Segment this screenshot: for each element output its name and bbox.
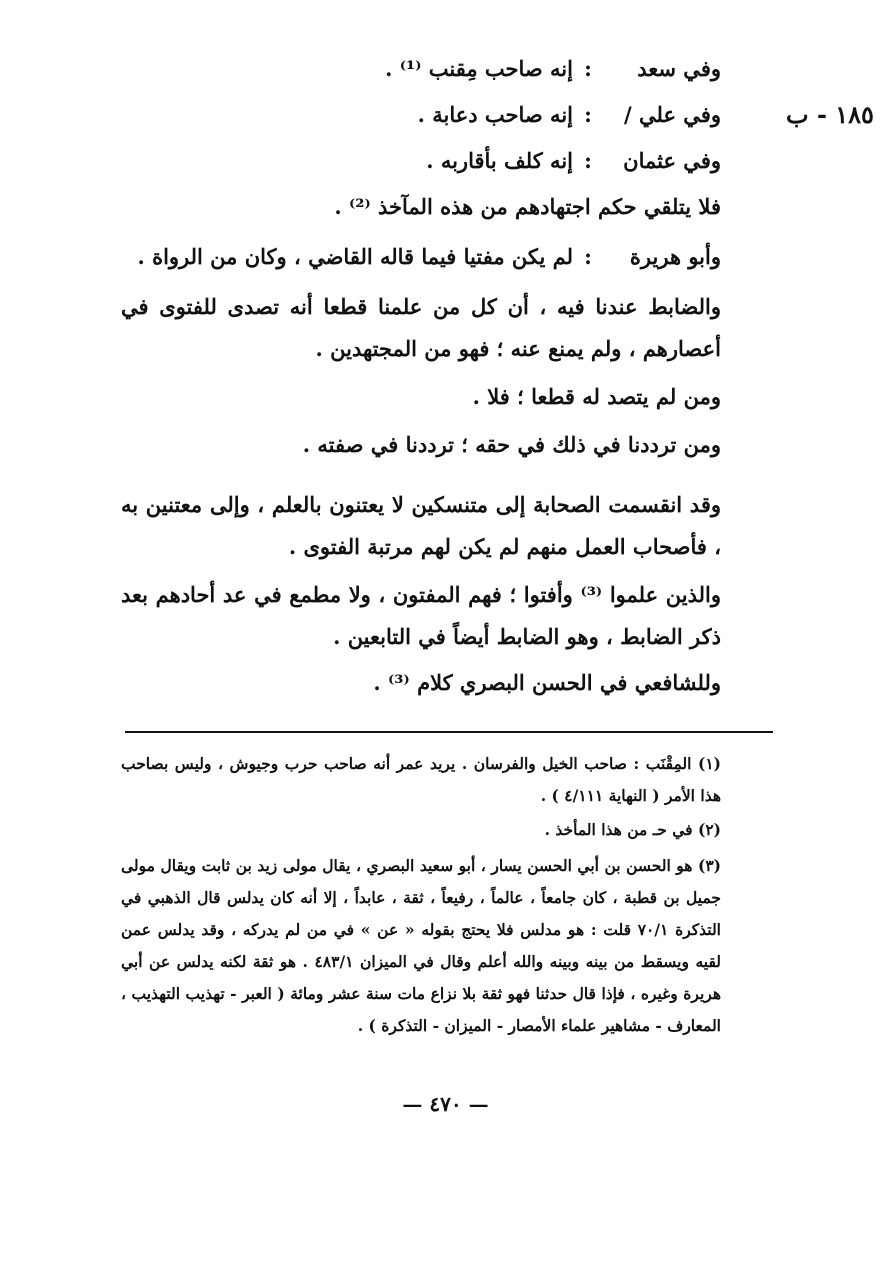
margin-folio-note: ١٨٥ - ب [786, 100, 874, 129]
footnote-2: (٢) في حـ من هذا المأخذ . [544, 820, 721, 839]
term-text: إنه صاحب مِقنب ⁽¹⁾ . [385, 56, 573, 81]
term-line-saad [385, 56, 721, 81]
text-line: ومن لم يتصد له قطعا ؛ فلا . [472, 384, 721, 409]
term-line-ali [418, 102, 721, 127]
text-line: وللشافعي في الحسن البصري كلام ⁽³⁾ . [373, 670, 721, 695]
term-who: وفي علي / [624, 102, 721, 127]
term-text: إنه كلف بأقاربه . [426, 148, 573, 173]
paragraph-companions: وقد انقسمت الصحابة إلى متنسكين لا يعتنون بالعلم ، وإلى معتنين به ، فأصحاب العمل منهم لم يكن لهم مرتبة الفتوى . [121, 492, 721, 559]
term-who: وأبو هريرة [629, 244, 721, 269]
text-line: فلا يتلقي حكم اجتهادهم من هذه المآخذ ⁽²⁾ . [334, 194, 721, 219]
term-colon: : [584, 102, 592, 127]
paragraph-muftis: والذين علموا ⁽³⁾ وأفتوا ؛ فهم المفتون ، ولا مطمع في عد أحادهم بعد ذكر الضابط ، وهو الضابط أيضاً في التابعين . [121, 582, 721, 649]
term-line-uthman [426, 148, 721, 173]
text-line: ومن ترددنا في ذلك في حقه ؛ ترددنا في صفته . [302, 432, 721, 457]
term-line-abu-hurayra [137, 244, 721, 269]
term-text: إنه صاحب دعابة . [417, 102, 573, 127]
term-text: لم يكن مفتيا فيما قاله القاضي ، وكان من الرواة . [137, 244, 573, 269]
page-number: — ٤٧٠ — [402, 1092, 489, 1116]
footnote-3: (٣) هو الحسن بن أبي الحسن يسار ، أبو سعيد البصري ، يقال مولى زيد بن ثابت ويقال مولى جميل بن قطبة ، كان جامعاً ، عالماً ، رفيعاً ، ثقة ، عابداً ، إلا أنه كان يدلس قال الذهبي في التذكرة ٧٠/١ قلت : هو مدلس فلا يحتج بقوله « عن » في من لم يدركه ، وقد يدلس عمن لقيه ويسقط من بينه وبينه والله أعلم وقال في الميزان ٤٨٣/١ . هو ثقة لكنه يدلس عن أبي هريرة وغيره ، فإذا قال حدثنا فهو ثقة بلا نزاع مات سنة عشر ومائة ( العبر - تهذيب التهذيب ، المعارف - مشاهير علماء الأمصار - الميزان - التذكرة ) . [121, 856, 722, 1035]
term-colon: : [584, 148, 592, 173]
term-colon: : [584, 56, 592, 81]
paragraph-criterion: والضابط عندنا فيه ، أن كل من علمنا قطعا أنه تصدى للفتوى في أعصارهم ، ولم يمنع عنه ؛ فهو من المجتهدين . [121, 294, 721, 361]
footnote-1: (١) المِقْنَب : صاحب الخيل والفرسان . يريد عمر أنه صاحب حرب وجيوش ، وليس بصاحب هذا الأمر ( النهاية ٤/١١١ ) . [121, 754, 721, 805]
term-who: وفي سعد [637, 56, 721, 81]
term-who: وفي عثمان [623, 148, 721, 173]
term-colon: : [584, 244, 592, 269]
footnote-separator [125, 731, 773, 733]
